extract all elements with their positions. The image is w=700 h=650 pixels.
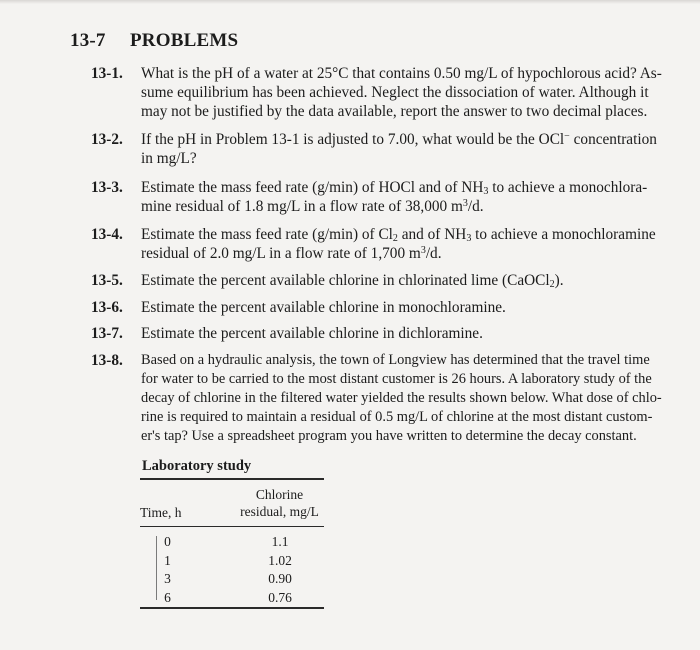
column-header-chlorine [232, 486, 327, 520]
table-cell: 0.76 [268, 589, 292, 605]
table-cell: 6 [164, 589, 171, 605]
problem-number: 13-1. [91, 65, 123, 82]
problem-number: 13-5. [91, 272, 123, 289]
problem-text: to achieve a monochloramine [471, 226, 656, 243]
problem-text-line: What is the pH of a water at 25°C that contains 0.50 mg/L of hypochlorous acid? As- [141, 65, 662, 82]
superscript: 3 [462, 198, 468, 209]
column-header-line: residual, mg/L [240, 504, 319, 519]
problem-text: /d. [425, 245, 442, 262]
problem-13-1 [91, 64, 695, 121]
problem-text: Estimate the percent available chlorine in chlorinated lime (CaOCl [141, 272, 550, 289]
problem-text-line: decay of chlorine in the filtered water yielded the results shown below. What dose of chlo- [141, 390, 662, 406]
problem-13-8 [91, 351, 695, 446]
problem-number: 13-8. [91, 352, 123, 369]
problem-13-6 [91, 298, 695, 317]
table-cell: 0 [164, 534, 171, 549]
table-cell: 1.1 [271, 534, 289, 549]
problem-number: 13-2. [91, 131, 123, 148]
problem-number: 13-4. [91, 226, 123, 243]
table-cell: 1.02 [268, 552, 292, 568]
problem-text-line: er's tap? Use a spreadsheet program you have written to determine the decay constant. [141, 428, 637, 444]
superscript: − [564, 131, 570, 142]
table-header-rule [140, 526, 324, 527]
top-edge [0, 0, 700, 4]
problem-text-line: in mg/L? [141, 150, 197, 167]
problem-13-3 [91, 178, 695, 216]
subscript: 2 [549, 279, 555, 290]
problem-text: and of NH [397, 226, 467, 243]
problem-text-line: sume equilibrium has been achieved. Neglect the dissociation of water. Although it [141, 84, 649, 101]
table-cell: 0.90 [268, 571, 292, 586]
problem-13-7 [91, 324, 695, 343]
section-title: PROBLEMS [130, 30, 239, 51]
problem-text: ). [554, 272, 564, 289]
problem-text: mine residual of 1.8 mg/L in a flow rate of 38,000 m [141, 198, 463, 215]
problem-text-line: may not be justified by the data available, report the answer to two decimal places. [141, 103, 648, 120]
subscript: 2 [392, 233, 398, 244]
subscript: 3 [483, 186, 489, 197]
problem-text: Estimate the mass feed rate (g/min) of Cl [141, 226, 393, 243]
table-top-rule [140, 478, 324, 480]
table-bottom-rule [140, 607, 324, 609]
problem-number: 13-3. [91, 179, 123, 196]
chlorine-column [250, 533, 310, 607]
problem-13-5 [91, 271, 695, 290]
table-cell: 3 [164, 571, 171, 586]
table-title: Laboratory study [142, 458, 252, 474]
superscript: 3 [420, 245, 426, 256]
time-column [155, 533, 180, 607]
problem-number: 13-6. [91, 299, 123, 316]
problem-text: residual of 2.0 mg/L in a flow rate of 1,700 m [141, 245, 421, 262]
problem-text: Estimate the mass feed rate (g/min) of HOCl and of NH [141, 179, 484, 196]
problem-13-2 [91, 130, 695, 168]
problem-text-line: Estimate the percent available chlorine in dichloramine. [141, 325, 483, 342]
section-number: 13-7 [70, 30, 106, 51]
column-header-time: Time, h [140, 505, 182, 520]
problem-text-line: rine is required to maintain a residual of 0.5 mg/L of chlorine at the most distant custom- [141, 409, 653, 425]
table-cell: 1 [164, 552, 171, 568]
problem-text: concentration [569, 131, 657, 148]
problem-text: /d. [467, 198, 484, 215]
problem-text-line: Estimate the percent available chlorine in monochloramine. [141, 299, 506, 316]
problem-13-4 [91, 225, 695, 263]
subscript: 3 [466, 233, 472, 244]
section-heading [70, 30, 238, 52]
problem-text-line: for water to be carried to the most distant customer is 26 hours. A laboratory study of the [141, 371, 652, 387]
problem-text: to achieve a monochlora- [488, 179, 648, 196]
problem-text-line: Based on a hydraulic analysis, the town of Longview has determined that the travel time [141, 352, 650, 368]
column-header-line: Chlorine [255, 487, 304, 502]
problem-text: If the pH in Problem 13-1 is adjusted to 7.00, what would be the OCl [141, 131, 565, 148]
problem-number: 13-7. [91, 325, 123, 342]
